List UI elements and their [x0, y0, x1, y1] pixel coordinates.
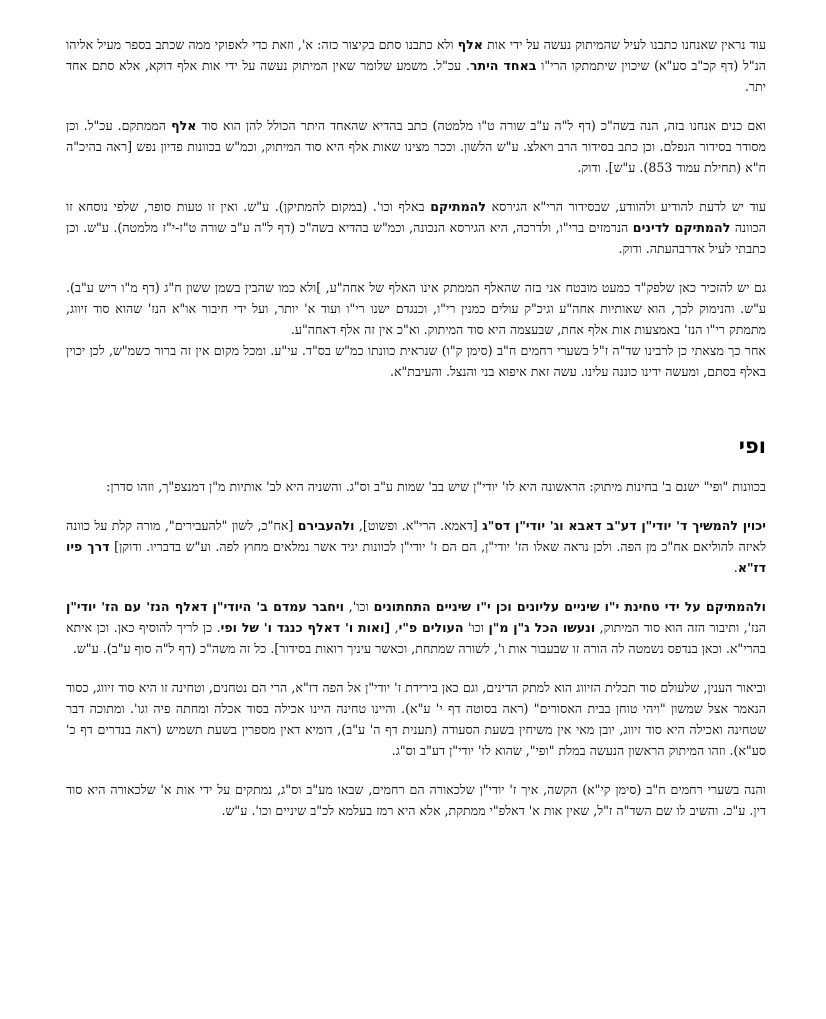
bold-phrase: יכוין להמשיך ד' יודי"ן דע"ב דאבא וג' יודי"ן דס"ג: [482, 518, 766, 533]
paragraph: יכוין להמשיך ד' יודי"ן דע"ב דאבא וג' יודי"ן דס"ג [דאמא. הרי"א. ופשוט], ולהעבירם [אח"כ, לשון "להעבירים", מורה קלת על כוונה לאיזה להוליאם אח"כ מן הפה. ולכן נראה שאלו הז' יודי"ן, הם הם ז' יודי"ן לכוונות יגיד אשר נמלאים מחוץ לפה. וע"ש בדבריו. ודוקן] דרך פיו דז"א.: [66, 518, 767, 575]
paragraph: והנה בשערי רחמים ח"ב (סימן קי"א) הקשה, איך ז' יודי"ן שלכאורה הם רחמים, שבאו מע"ב וס"ג, נמתקים על ידי אות א' שלכאורה היא סוד דין. ע"כ. והשיב לו שם השד"ה ז"ל, שאין אות א' דאלפ"י ממתקת, אלא היא רמז בעלמא לכ"ב שיניים וכו'. ע"ש.: [66, 782, 766, 818]
paragraph: עוד נראין שאנחנו כתבנו לעיל שהמיתוק נעשה על ידי אות אלף ולא כתבנו סתם בקיצור כזה: א', וזאת כדי לאפוקי ממה שכתב בספר מעיל אליהו הנ"ל (דף קכ"ב סע"א) שיכוין שיתמתקו הרי"ו באחד היתר. עכ"ל. משמע שלומר שאין המיתוק נעשה על ידי אות אלף דוקא, אלא סתם אחד יתר.: [66, 37, 766, 94]
page-body: [66, 34, 766, 839]
bold-phrase: דרך פיו דז"א: [66, 539, 766, 575]
bold-phrase: [ואות ו' דאלף כנגד ו' של ופי: [220, 620, 391, 635]
section-2: [66, 476, 766, 821]
paragraph: ואם כנים אנחנו בזה, הנה בשה"כ (דף ל"ה ע"ב שורה ט"ו מלמטה) כתב בהדיא שהאחד היתר הכולל להן הוא סוד אלף הממתקם. עכ"ל. וכן מסודר בסידור הנפלם. וכן כתב בסידור הרב ויאלצ. ע"ש הלשון. וככר מצינו שאות אלף היא סוד המיתוק, וכמ"ש בכוונות פדיון נפש [ראה בהיכ"ה ח"א (תחילת עמוד 853). ע"ש]. ודוק.: [66, 118, 766, 175]
paragraph: וביאור הענין, שלעולם סוד תכלית הזיווג הוא למתק הדינים, וגם כאן בירידת ז' יודי"ן אל הפה דז"א, הרי הם נטחנים, וטחינה זו היא סוד זיווג, כסוד הנאמר אצל שמשון "ויהי טוחן בבית האסורים" (ראה בסוטה דף י' ע"א). והיינו טחינה היינו אכילה בסוד אכלה ומחתה פיה וגו'. ומתוכה דבר שטחינה ואכילה היא סוד זיווג, יובן מאי אין משיחין בשעת הסעודה (תענית דף ה' ע"ב), דומיא דאין מספרין בשעת תשמיש (ראה בנדרים דף כ' סע"א). וזהו המיתוק הראשון הנעשה במלת "ופי", שהוא לז' יודי"ן דע"ב וס"ג.: [66, 680, 766, 758]
paragraph: אחר כך מצאתי כן לרבינו שד"ה ז"ל בשערי רחמים ח"ב (סימן ק"ו) שנראית כוונתו כמ"ש בס"ד. עי"ע. ומכל מקום אין זה ברור כשמ"ש, לכן יכוין באלף בסתם, ומעשה ידינו כוננה עלינו. עשה זאת איפוא בני והנצל. והעיבת"א.: [66, 343, 766, 379]
paragraph: עוד יש לדעת להודיע ולהוודע, שבסידור הרי"א הגירסא להמתיקם באלף וכו'. (במקום להמתיקן). ע"ש. ואין זו טעות סופר, שלפי נוסחא זו הכוונה להמתיקם לדינים הנרמזים ברי"ו, ולדרכה, היא הגירסא הנכונה, וכמ"ש בהדיא בשה"כ (דף ל"ה ע"ב שורה ט"ז-י"ז מלמטה). ע"ש. וכן כתבתי לעיל אדרבהעתה. ודוק.: [66, 199, 766, 256]
bold-phrase: ולהעבירם: [297, 518, 355, 533]
paragraph: בכוונות "ופי" ישנם ב' בחינות מיתוק: הראשונה היא לז' יודי"ן שיש בב' שמות ע"ב וס"ג. והשניה היא לב' אותיות מ"ן דמנצפ"ך, וזהו סדרן:: [106, 479, 766, 494]
bold-phrase: ויחבר עמדם ב' היודי"ן דאלף הנז' עם הז' יודי"ן: [66, 599, 344, 614]
paragraph: גם יש להזכיר כאן שלפק"ד כמעט מובטח אני בזה שהאלף הממתק אינו האלף של אחה"ע, ]ולא כמו שהבין בשמן ששון ח"ג (דף מ"ו ריש ע"ב). ע"ש. והנימוק לכך, הוא שאותיות אחה"ע וגיכ"ק עולים כמנין רי"ו, וכנגדם ישנו רי"ו ועוד א' יותר, ועל ידי חיבור או"א הנז' שהוא סוד זיווג, מתמתק רי"ו הנז' באמצעות אות אלף אחת, שבעצמה היא סוד המיתוק. וא"כ אין זה אלף דאחה"ע.: [66, 280, 766, 337]
section-1: [66, 34, 766, 382]
bold-phrase: להמתיקם: [430, 199, 486, 214]
section-heading: ופי: [738, 434, 766, 458]
paragraph: ולהמתיקם על ידי טחינת י"ו שיניים עליונים וכן י"ו שיניים התחתונים וכו', ויחבר עמדם ב' היודי"ן דאלף הנז' עם הז' יודי"ן הנז', ותיבור הזה הוא סוד המיתוק, ונעשו הכל ג"ן מ"ן וכו' העולים פ"י, [ואות ו' דאלף כנגד ו' של ופי. כן לריך להוסיף כאן. וכן איתא בהרי"א. וכאן בנדפס נשמטה לה הורה זו שבעבור אות ו', לשורה שמתחת, וכאשר עיניך רואות בסידור]. כל זה משה"כ (דף ל"ה סוף ע"ב). ע"ש.: [66, 599, 766, 656]
bold-phrase: אלף: [171, 118, 197, 133]
bold-phrase: אלף: [457, 37, 483, 52]
bold-phrase: העולים פ"י: [398, 620, 464, 635]
bold-phrase: באחד היתר: [469, 58, 537, 73]
bold-phrase: להמתיקם לדינים: [632, 220, 731, 235]
bold-phrase: ולהמתיקם על ידי טחינת י"ו שיניים עליונים וכן י"ו שיניים התחתונים: [373, 599, 766, 614]
bold-phrase: ונעשו הכל ג"ן מ"ן: [488, 620, 596, 635]
